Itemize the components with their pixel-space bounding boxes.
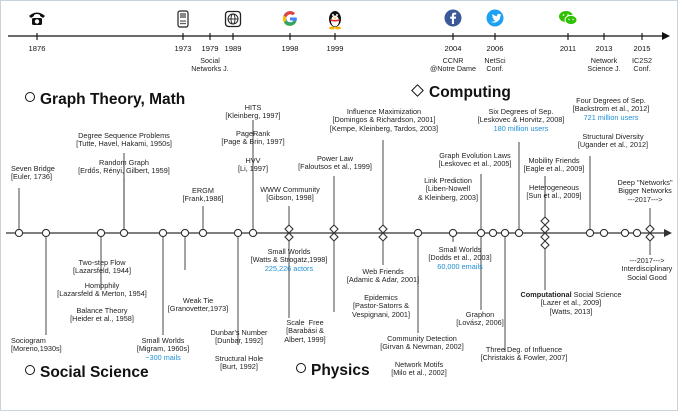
circle-bullet-icon — [25, 365, 35, 375]
event-random-graph: Random Graph [Erdős, Rényi, Gilbert, 1959] — [78, 158, 170, 176]
year-2004-note: CCNR @Notre Dame — [429, 56, 477, 74]
year-2004: 2004 — [444, 44, 462, 53]
event-structural-hole: Structural Hole [Burt, 1992] — [214, 354, 264, 372]
event-four-degrees: Four Degrees of Sep. [Backstrom et al., 2012] 721 million users — [572, 96, 650, 122]
event-small-worlds-dodds: Small Worlds [Dodds et al., 2003] 60,000 emails — [428, 245, 492, 271]
event-hits: HITS [Kleinberg, 1997] — [225, 103, 281, 121]
year-1979-note: Social Networks J. — [191, 56, 229, 74]
www-icon — [224, 10, 242, 28]
event-dunbar: Dunbar's Number [Dunbar, 1992] — [210, 328, 268, 346]
event-heterogeneous: Heterogeneous [Sun et al., 2009] — [526, 183, 582, 201]
section-computing: Computing — [413, 84, 511, 102]
event-seven-bridge: Seven Bridge [Euler, 1736] — [11, 164, 55, 182]
watts-actors: 225,226 actors — [264, 263, 314, 273]
section-social-science: Social Science — [25, 364, 149, 382]
year-1876: 1876 — [28, 44, 46, 53]
wechat-icon — [558, 10, 578, 26]
year-2011: 2011 — [559, 44, 577, 53]
event-hvv: HVV [Li, 1997] — [237, 156, 269, 174]
mobile-phone-icon — [176, 10, 190, 28]
event-scale-free: Scale Free [Barabási & Albert, 1999] — [284, 318, 326, 344]
event-epidemics: Epidemics [Pastor-Satorrs & Vespignani, 2001] — [351, 293, 411, 319]
four-degrees-users: 721 million users — [583, 112, 639, 122]
year-2013-note: Network Science J. — [587, 56, 621, 74]
event-community-detection: Community Detection [Girvan & Newman, 2002] — [380, 334, 464, 352]
event-power-law: Power Law [Faloutsos et al., 1999] — [298, 154, 372, 172]
year-2006-note: NetSci Conf. — [484, 56, 506, 74]
year-1999: 1999 — [326, 44, 344, 53]
event-ergm: ERGM [Frank,1986] — [182, 186, 224, 204]
telephone-icon — [28, 10, 46, 26]
event-sociogram: Sociogram [Moreno,1930s] — [11, 336, 62, 354]
event-influence-max: Influence Maximization [Domingos & Richardson, 2001] [Kempe, Kleinberg, Tardos, 2003] — [329, 107, 439, 133]
event-two-step-flow: Two-step Flow [Lazarsfeld, 1944] — [72, 258, 131, 276]
event-computational-ss: Computational Social Science [Lazer et al., 2009] [Watts, 2013] — [520, 290, 622, 316]
year-2006: 2006 — [486, 44, 504, 53]
circle-bullet-icon — [296, 363, 306, 373]
event-mobility-friends: Mobility Friends [Eagle et al., 2009] — [523, 156, 585, 174]
event-web-friends: Web Friends [Adamic & Adar, 2001] — [346, 267, 420, 285]
event-www-community: WWW Community [Gibson, 1998] — [260, 185, 320, 203]
migram-mails: ~300 mails — [145, 352, 181, 362]
event-network-motifs: Network Motifs [Milo et al., 2002] — [391, 360, 447, 378]
year-2015-note: IC2S2 Conf. — [632, 56, 652, 74]
event-structural-diversity: Structural Diversity [Ugander et al., 2012] — [577, 132, 649, 150]
dodds-emails: 60,000 emails — [437, 261, 483, 271]
year-1973: 1973 — [174, 44, 192, 53]
event-balance-theory: Balance Theory [Heider et al., 1958] — [70, 306, 134, 324]
google-icon — [281, 10, 299, 28]
circle-bullet-icon — [25, 92, 35, 102]
event-deep-networks: Deep "Networks" Bigger Networks ---2017---> — [617, 178, 673, 204]
event-pagerank: PageRank [Page & Brin, 1997] — [221, 129, 285, 147]
section-graph-theory: Graph Theory, Math — [25, 91, 185, 109]
year-1989: 1989 — [224, 44, 242, 53]
year-1998: 1998 — [281, 44, 299, 53]
event-link-prediction: Link Prediction [Liben-Nowell & Kleinberg, 2003] — [417, 176, 479, 202]
event-interdisciplinary: ---2017---> Interdisciplinary Social Good — [621, 256, 673, 282]
event-six-degrees: Six Degrees of Sep. [Leskovec & Horvitz, 2008] 180 million users — [477, 107, 565, 133]
year-1979: 1979 — [201, 44, 219, 53]
event-graphon: Graphon [Lovász, 2006] — [456, 310, 504, 328]
event-graph-evolution: Graph Evolution Laws [Leskovec et al., 2005] — [438, 151, 512, 169]
facebook-icon — [444, 9, 462, 27]
section-physics: Physics — [296, 362, 370, 380]
event-weak-tie: Weak Tie [Granovetter,1973] — [167, 296, 229, 314]
year-2015: 2015 — [633, 44, 651, 53]
event-small-worlds-migram: Small Worlds [Migram, 1960s] ~300 mails — [136, 336, 190, 362]
qq-penguin-icon — [327, 8, 343, 30]
twitter-icon — [486, 9, 504, 27]
event-degree-sequence: Degree Sequence Problems [Tutte, Havel, Hakami, 1950s] — [76, 131, 172, 149]
six-degrees-users: 180 million users — [493, 123, 549, 133]
diamond-bullet-icon — [411, 84, 424, 97]
event-three-deg-influence: Three Deg. of Influence [Christakis & Fowler, 2007] — [480, 345, 568, 363]
year-2013: 2013 — [595, 44, 613, 53]
event-small-worlds-watts: Small Worlds [Watts & Strogatz,1998] 225,226 actors — [250, 247, 328, 273]
event-homophily: Homophily [Lazarsfeld & Merton, 1954] — [57, 281, 147, 299]
